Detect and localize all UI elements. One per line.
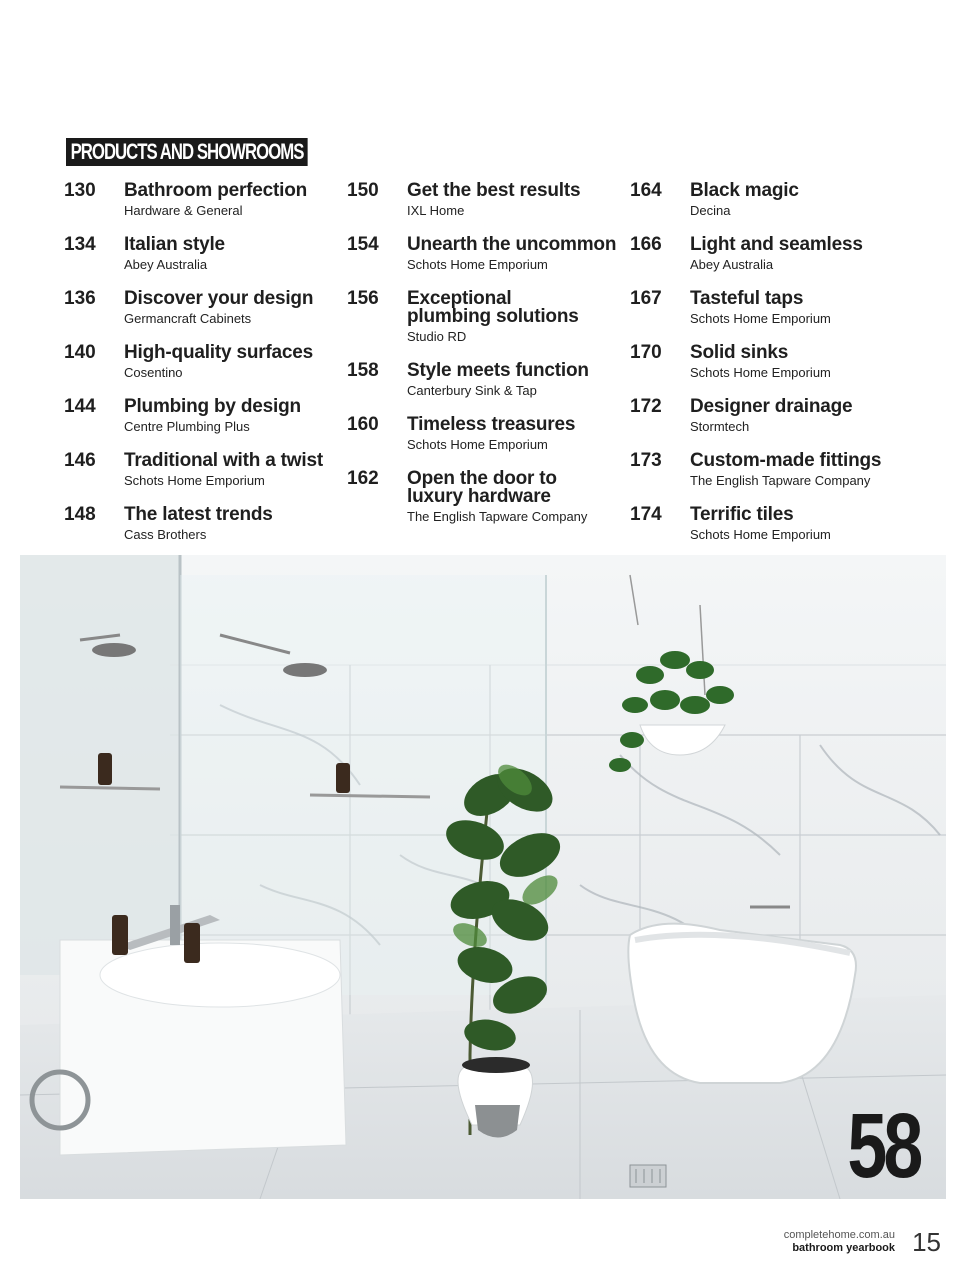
entry-title-line: Traditional with a twist bbox=[124, 450, 323, 471]
entry-company: The English Tapware Company bbox=[407, 509, 588, 524]
contents-entry[interactable] bbox=[64, 288, 334, 327]
entry-company: Abey Australia bbox=[124, 257, 208, 272]
contents-column-2 bbox=[347, 180, 617, 540]
entry-page-number: 164 bbox=[630, 180, 662, 201]
entry-title-line: Plumbing by design bbox=[124, 396, 301, 417]
entry-page-number: 166 bbox=[630, 234, 662, 255]
contents-entry[interactable] bbox=[64, 234, 334, 273]
contents-entry[interactable] bbox=[64, 180, 334, 219]
entry-title-line: Exceptional bbox=[407, 288, 512, 309]
entry-title bbox=[690, 396, 900, 416]
entry-company: Cosentino bbox=[124, 365, 183, 380]
entry-company: Schots Home Emporium bbox=[690, 311, 831, 326]
contents-entry[interactable] bbox=[630, 342, 900, 381]
bathroom-photo bbox=[20, 555, 946, 1199]
entry-page-number: 170 bbox=[630, 342, 662, 363]
entry-title-line: Get the best results bbox=[407, 180, 581, 201]
contents-entry[interactable] bbox=[630, 288, 900, 327]
entry-company: Centre Plumbing Plus bbox=[124, 419, 250, 434]
entry-title-line: Italian style bbox=[124, 234, 225, 255]
entry-page-number: 173 bbox=[630, 450, 662, 471]
entry-company: Abey Australia bbox=[690, 257, 774, 272]
entry-title bbox=[124, 450, 334, 470]
entry-title bbox=[124, 396, 334, 416]
entry-title bbox=[407, 414, 617, 434]
entry-company: Hardware & General bbox=[124, 203, 243, 218]
entry-company: Schots Home Emporium bbox=[407, 437, 548, 452]
entry-company: Germancraft Cabinets bbox=[124, 311, 252, 326]
entry-title bbox=[124, 234, 334, 254]
entry-title-line: Timeless treasures bbox=[407, 414, 576, 435]
photo-page-reference: 58 bbox=[846, 1095, 919, 1197]
entry-title bbox=[124, 180, 334, 200]
entry-title-line: High-quality surfaces bbox=[124, 342, 314, 363]
entry-title-line: Open the door to bbox=[407, 468, 557, 489]
contents-entry[interactable] bbox=[630, 396, 900, 435]
entry-page-number: 162 bbox=[347, 468, 379, 489]
contents-entry[interactable] bbox=[630, 504, 900, 543]
contents-entry[interactable] bbox=[347, 468, 617, 525]
entry-title bbox=[407, 180, 617, 200]
entry-company: IXL Home bbox=[407, 203, 465, 218]
entry-page-number: 140 bbox=[64, 342, 96, 363]
entry-title-line: Style meets function bbox=[407, 360, 589, 381]
contents-entry[interactable] bbox=[630, 180, 900, 219]
footer-publication: bathroom yearbook bbox=[792, 1242, 895, 1254]
contents-entry[interactable] bbox=[347, 288, 617, 345]
entry-company: Stormtech bbox=[690, 419, 750, 434]
entry-company: Schots Home Emporium bbox=[690, 527, 831, 542]
entry-title bbox=[690, 504, 900, 524]
entry-title bbox=[124, 288, 334, 308]
entry-title-line: Black magic bbox=[690, 180, 799, 201]
entry-company: Studio RD bbox=[407, 329, 467, 344]
contents-entry[interactable] bbox=[64, 450, 334, 489]
entry-page-number: 158 bbox=[347, 360, 379, 381]
contents-entry[interactable] bbox=[64, 504, 334, 543]
entry-company: Canterbury Sink & Tap bbox=[407, 383, 537, 398]
entry-page-number: 146 bbox=[64, 450, 96, 471]
contents-entry[interactable] bbox=[347, 180, 617, 219]
entry-title-line: Designer drainage bbox=[690, 396, 853, 417]
entry-company: Cass Brothers bbox=[124, 527, 207, 542]
entry-page-number: 156 bbox=[347, 288, 379, 309]
page-number: 15 bbox=[912, 1227, 941, 1257]
entry-title bbox=[690, 180, 900, 200]
contents-entry[interactable] bbox=[630, 450, 900, 489]
entry-title-line: Tasteful taps bbox=[690, 288, 804, 309]
entry-page-number: 167 bbox=[630, 288, 662, 309]
entry-company: Schots Home Emporium bbox=[407, 257, 548, 272]
entry-page-number: 174 bbox=[630, 504, 662, 525]
section-label: PRODUCTS AND SHOWROOMS bbox=[66, 138, 308, 166]
entry-title-line: Discover your design bbox=[124, 288, 314, 309]
contents-entry[interactable] bbox=[347, 360, 617, 399]
entry-title-line: Bathroom perfection bbox=[124, 180, 308, 201]
entry-title bbox=[690, 288, 900, 308]
entry-page-number: 136 bbox=[64, 288, 96, 309]
entry-page-number: 154 bbox=[347, 234, 379, 255]
entry-title bbox=[407, 288, 617, 326]
entry-title bbox=[690, 450, 900, 470]
entry-page-number: 172 bbox=[630, 396, 662, 417]
entry-page-number: 134 bbox=[64, 234, 96, 255]
entry-title-line: Terrific tiles bbox=[690, 504, 794, 525]
entry-title bbox=[124, 504, 334, 524]
contents-entry[interactable] bbox=[630, 234, 900, 273]
entry-title bbox=[407, 360, 617, 380]
contents-column-1 bbox=[64, 180, 334, 558]
entry-company: Schots Home Emporium bbox=[690, 365, 831, 380]
contents-column-3 bbox=[630, 180, 900, 558]
contents-entry[interactable] bbox=[64, 342, 334, 381]
entry-company: Schots Home Emporium bbox=[124, 473, 265, 488]
contents-entry[interactable] bbox=[64, 396, 334, 435]
entry-title bbox=[690, 234, 900, 254]
entry-title bbox=[690, 342, 900, 362]
entry-page-number: 130 bbox=[64, 180, 96, 201]
entry-title-line: Light and seamless bbox=[690, 234, 863, 255]
entry-page-number: 148 bbox=[64, 504, 96, 525]
entry-title-line: plumbing solutions bbox=[407, 306, 579, 327]
entry-title-line: luxury hardware bbox=[407, 486, 551, 507]
entry-title bbox=[124, 342, 334, 362]
entry-company: Decina bbox=[690, 203, 731, 218]
entry-title-line: The latest trends bbox=[124, 504, 273, 525]
contents-entry[interactable] bbox=[347, 414, 617, 453]
entry-company: The English Tapware Company bbox=[690, 473, 871, 488]
entry-page-number: 160 bbox=[347, 414, 379, 435]
entry-title bbox=[407, 234, 617, 254]
entry-title-line: Custom-made fittings bbox=[690, 450, 882, 471]
footer-website: completehome.com.au bbox=[783, 1229, 895, 1241]
entry-title bbox=[407, 468, 617, 506]
entry-title-line: Solid sinks bbox=[690, 342, 789, 363]
entry-page-number: 150 bbox=[347, 180, 379, 201]
entry-page-number: 144 bbox=[64, 396, 96, 417]
contents-entry[interactable] bbox=[347, 234, 617, 273]
entry-title-line: Unearth the uncommon bbox=[407, 234, 617, 255]
